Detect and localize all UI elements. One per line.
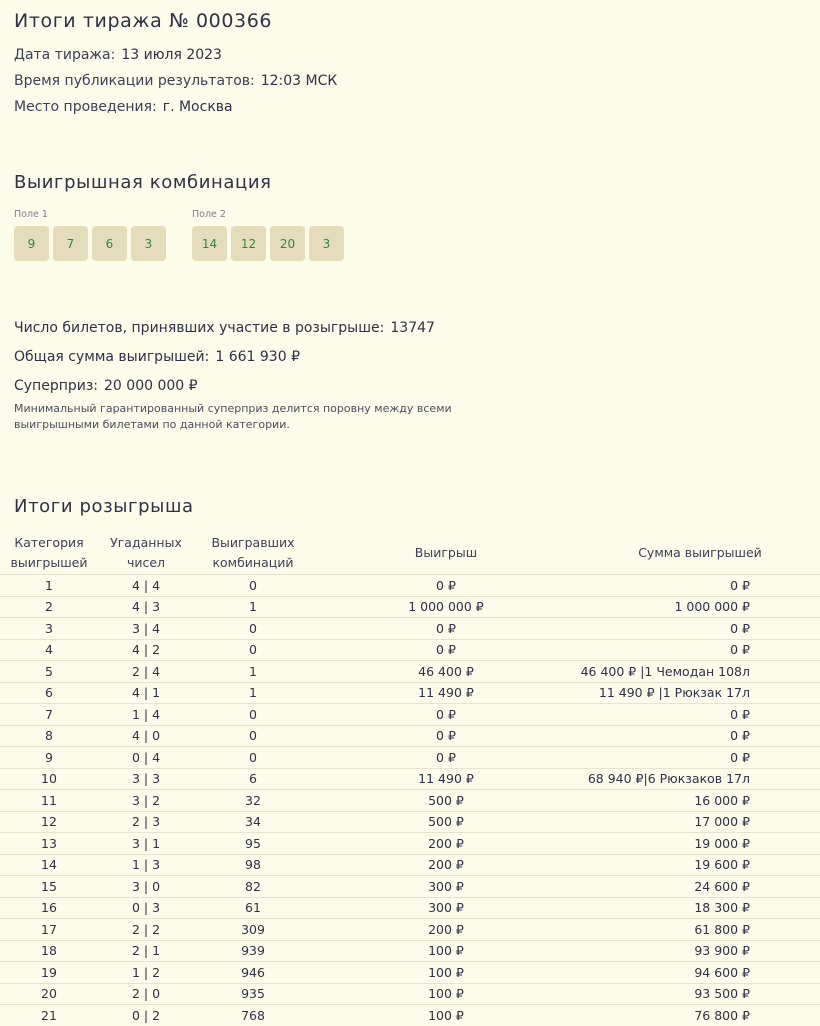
- field2-label: Поле 2: [192, 209, 226, 220]
- place-row: [14, 99, 233, 115]
- prize-cell: 1 000 000 ₽: [312, 596, 580, 618]
- prize-cell: 300 ₽: [312, 876, 580, 898]
- matched-cell: 3 | 0: [98, 876, 194, 898]
- prize-cell: 0 ₽: [312, 747, 580, 769]
- superprize-note: Минимальный гарантированный суперприз делится поровну между всеми выигрышными билетами по данной категории.: [14, 402, 452, 431]
- table-row: [0, 618, 820, 640]
- field1-number-ball: 9: [14, 226, 49, 261]
- column-header-winners: Выигравших комбинаций: [211, 535, 295, 570]
- total-cell: 0 ₽: [580, 704, 820, 726]
- total-cell: 24 600 ₽: [580, 876, 820, 898]
- field1-numbers: [14, 226, 166, 261]
- winners-cell: 309: [194, 919, 312, 941]
- prize-cell: 0 ₽: [312, 639, 580, 661]
- matched-cell: 2 | 1: [98, 940, 194, 962]
- total-cell: 11 490 ₽ |1 Рюкзак 17л: [580, 682, 820, 704]
- matched-cell: 2 | 3: [98, 811, 194, 833]
- total-cell: 61 800 ₽: [580, 919, 820, 941]
- field1-number-ball: 6: [92, 226, 127, 261]
- winners-cell: 34: [194, 811, 312, 833]
- winners-cell: 939: [194, 940, 312, 962]
- field1-label: Поле 1: [14, 209, 48, 220]
- field2-number-ball: 20: [270, 226, 305, 261]
- total-cell: 17 000 ₽: [580, 811, 820, 833]
- category-cell: 4: [0, 639, 98, 661]
- field1-number-ball: 3: [131, 226, 166, 261]
- category-cell: 19: [0, 962, 98, 984]
- winners-cell: 6: [194, 768, 312, 790]
- total-cell: 0 ₽: [580, 618, 820, 640]
- tickets-count-label: Число билетов, принявших участие в розыгрыше:: [14, 320, 385, 336]
- matched-cell: 1 | 4: [98, 704, 194, 726]
- total-cell: 46 400 ₽ |1 Чемодан 108л: [580, 661, 820, 683]
- winners-cell: 95: [194, 833, 312, 855]
- prize-cell: 200 ₽: [312, 919, 580, 941]
- field2-numbers: [192, 226, 344, 261]
- page-title: Итоги тиража № 000366: [14, 10, 273, 32]
- category-cell: 1: [0, 575, 98, 597]
- table-row: [0, 682, 820, 704]
- matched-cell: 4 | 0: [98, 725, 194, 747]
- matched-cell: 0 | 3: [98, 897, 194, 919]
- matched-cell: 3 | 4: [98, 618, 194, 640]
- total-cell: 1 000 000 ₽: [580, 596, 820, 618]
- category-cell: 15: [0, 876, 98, 898]
- category-cell: 12: [0, 811, 98, 833]
- table-row: [0, 919, 820, 941]
- matched-cell: 1 | 3: [98, 854, 194, 876]
- total-cell: 0 ₽: [580, 747, 820, 769]
- category-cell: 11: [0, 790, 98, 812]
- total-cell: 16 000 ₽: [580, 790, 820, 812]
- category-cell: 14: [0, 854, 98, 876]
- table-row: [0, 811, 820, 833]
- total-cell: 68 940 ₽|6 Рюкзаков 17л: [580, 768, 820, 790]
- total-cell: 0 ₽: [580, 639, 820, 661]
- field2-number-ball: 12: [231, 226, 266, 261]
- prize-cell: 0 ₽: [312, 725, 580, 747]
- prize-cell: 100 ₽: [312, 983, 580, 1005]
- table-row: [0, 1005, 820, 1026]
- table-row: [0, 725, 820, 747]
- prize-cell: 0 ₽: [312, 618, 580, 640]
- table-row: [0, 833, 820, 855]
- prize-cell: 500 ₽: [312, 811, 580, 833]
- prize-cell: 100 ₽: [312, 962, 580, 984]
- publish-time-row: [14, 73, 337, 89]
- prize-cell: 0 ₽: [312, 704, 580, 726]
- prize-cell: 46 400 ₽: [312, 661, 580, 683]
- field2-number-ball: 3: [309, 226, 344, 261]
- winners-cell: 98: [194, 854, 312, 876]
- publish-time-label: Время публикации результатов:: [14, 73, 255, 89]
- winners-cell: 82: [194, 876, 312, 898]
- total-cell: 19 000 ₽: [580, 833, 820, 855]
- results-body: [0, 575, 820, 1026]
- winners-cell: 0: [194, 618, 312, 640]
- table-row: [0, 897, 820, 919]
- prize-cell: 11 490 ₽: [312, 768, 580, 790]
- winners-cell: 0: [194, 639, 312, 661]
- place-value: г. Москва: [162, 99, 233, 115]
- winners-cell: 32: [194, 790, 312, 812]
- table-row: [0, 639, 820, 661]
- matched-cell: 3 | 3: [98, 768, 194, 790]
- results-table: [0, 532, 820, 1026]
- category-cell: 3: [0, 618, 98, 640]
- category-cell: 16: [0, 897, 98, 919]
- total-cell: 0 ₽: [580, 725, 820, 747]
- matched-cell: 2 | 4: [98, 661, 194, 683]
- table-row: [0, 575, 820, 597]
- results-header-row: [0, 532, 820, 575]
- superprize-label: Суперприз:: [14, 378, 99, 394]
- matched-cell: 4 | 2: [98, 639, 194, 661]
- total-cell: 94 600 ₽: [580, 962, 820, 984]
- results-heading: Итоги розыгрыша: [14, 496, 194, 517]
- matched-cell: 4 | 3: [98, 596, 194, 618]
- matched-cell: 2 | 2: [98, 919, 194, 941]
- winners-cell: 1: [194, 661, 312, 683]
- column-header-matched: Угаданных чисел: [110, 535, 182, 570]
- prize-cell: 200 ₽: [312, 854, 580, 876]
- table-row: [0, 962, 820, 984]
- matched-cell: 4 | 1: [98, 682, 194, 704]
- total-winnings-row: [14, 349, 300, 365]
- winners-cell: 1: [194, 682, 312, 704]
- table-row: [0, 790, 820, 812]
- matched-cell: 3 | 1: [98, 833, 194, 855]
- winners-cell: 946: [194, 962, 312, 984]
- total-winnings-value: 1 661 930 ₽: [215, 349, 300, 365]
- winners-cell: 61: [194, 897, 312, 919]
- table-row: [0, 940, 820, 962]
- place-label: Место проведения:: [14, 99, 157, 115]
- matched-cell: 1 | 2: [98, 962, 194, 984]
- category-cell: 8: [0, 725, 98, 747]
- publish-time-value: 12:03 МСК: [260, 73, 338, 89]
- matched-cell: 4 | 4: [98, 575, 194, 597]
- table-row: [0, 768, 820, 790]
- winners-cell: 768: [194, 1005, 312, 1026]
- table-row: [0, 661, 820, 683]
- winners-cell: 935: [194, 983, 312, 1005]
- table-row: [0, 983, 820, 1005]
- table-row: [0, 747, 820, 769]
- total-cell: 76 800 ₽: [580, 1005, 820, 1026]
- winners-cell: 0: [194, 747, 312, 769]
- category-cell: 9: [0, 747, 98, 769]
- total-cell: 93 900 ₽: [580, 940, 820, 962]
- category-cell: 6: [0, 682, 98, 704]
- prize-cell: 300 ₽: [312, 897, 580, 919]
- winning-combination-heading: Выигрышная комбинация: [14, 172, 272, 193]
- draw-date-label: Дата тиража:: [14, 47, 116, 63]
- category-cell: 10: [0, 768, 98, 790]
- column-header-total: Сумма выигрышей: [638, 545, 762, 560]
- tickets-count-value: 13747: [390, 320, 435, 336]
- superprize-row: [14, 378, 198, 394]
- category-cell: 13: [0, 833, 98, 855]
- superprize-value: 20 000 000 ₽: [104, 378, 198, 394]
- prize-cell: 100 ₽: [312, 940, 580, 962]
- draw-date-row: [14, 47, 222, 63]
- prize-cell: 500 ₽: [312, 790, 580, 812]
- prize-cell: 11 490 ₽: [312, 682, 580, 704]
- table-row: [0, 704, 820, 726]
- prize-cell: 200 ₽: [312, 833, 580, 855]
- category-cell: 2: [0, 596, 98, 618]
- matched-cell: 2 | 0: [98, 983, 194, 1005]
- winners-cell: 0: [194, 704, 312, 726]
- category-cell: 20: [0, 983, 98, 1005]
- category-cell: 7: [0, 704, 98, 726]
- table-row: [0, 876, 820, 898]
- table-row: [0, 596, 820, 618]
- total-cell: 19 600 ₽: [580, 854, 820, 876]
- prize-cell: 0 ₽: [312, 575, 580, 597]
- winners-cell: 0: [194, 725, 312, 747]
- matched-cell: 0 | 2: [98, 1005, 194, 1026]
- table-row: [0, 854, 820, 876]
- total-cell: 93 500 ₽: [580, 983, 820, 1005]
- matched-cell: 0 | 4: [98, 747, 194, 769]
- draw-date-value: 13 июля 2023: [121, 47, 222, 63]
- column-header-prize: Выигрыш: [414, 545, 478, 560]
- category-cell: 5: [0, 661, 98, 683]
- winners-cell: 0: [194, 575, 312, 597]
- column-header-category: Категория выигрышей: [10, 535, 88, 570]
- matched-cell: 3 | 2: [98, 790, 194, 812]
- field2-number-ball: 14: [192, 226, 227, 261]
- category-cell: 18: [0, 940, 98, 962]
- category-cell: 21: [0, 1005, 98, 1026]
- tickets-count-row: [14, 320, 435, 336]
- total-cell: 18 300 ₽: [580, 897, 820, 919]
- total-cell: 0 ₽: [580, 575, 820, 597]
- category-cell: 17: [0, 919, 98, 941]
- prize-cell: 100 ₽: [312, 1005, 580, 1026]
- field1-number-ball: 7: [53, 226, 88, 261]
- winners-cell: 1: [194, 596, 312, 618]
- total-winnings-label: Общая сумма выигрышей:: [14, 349, 210, 365]
